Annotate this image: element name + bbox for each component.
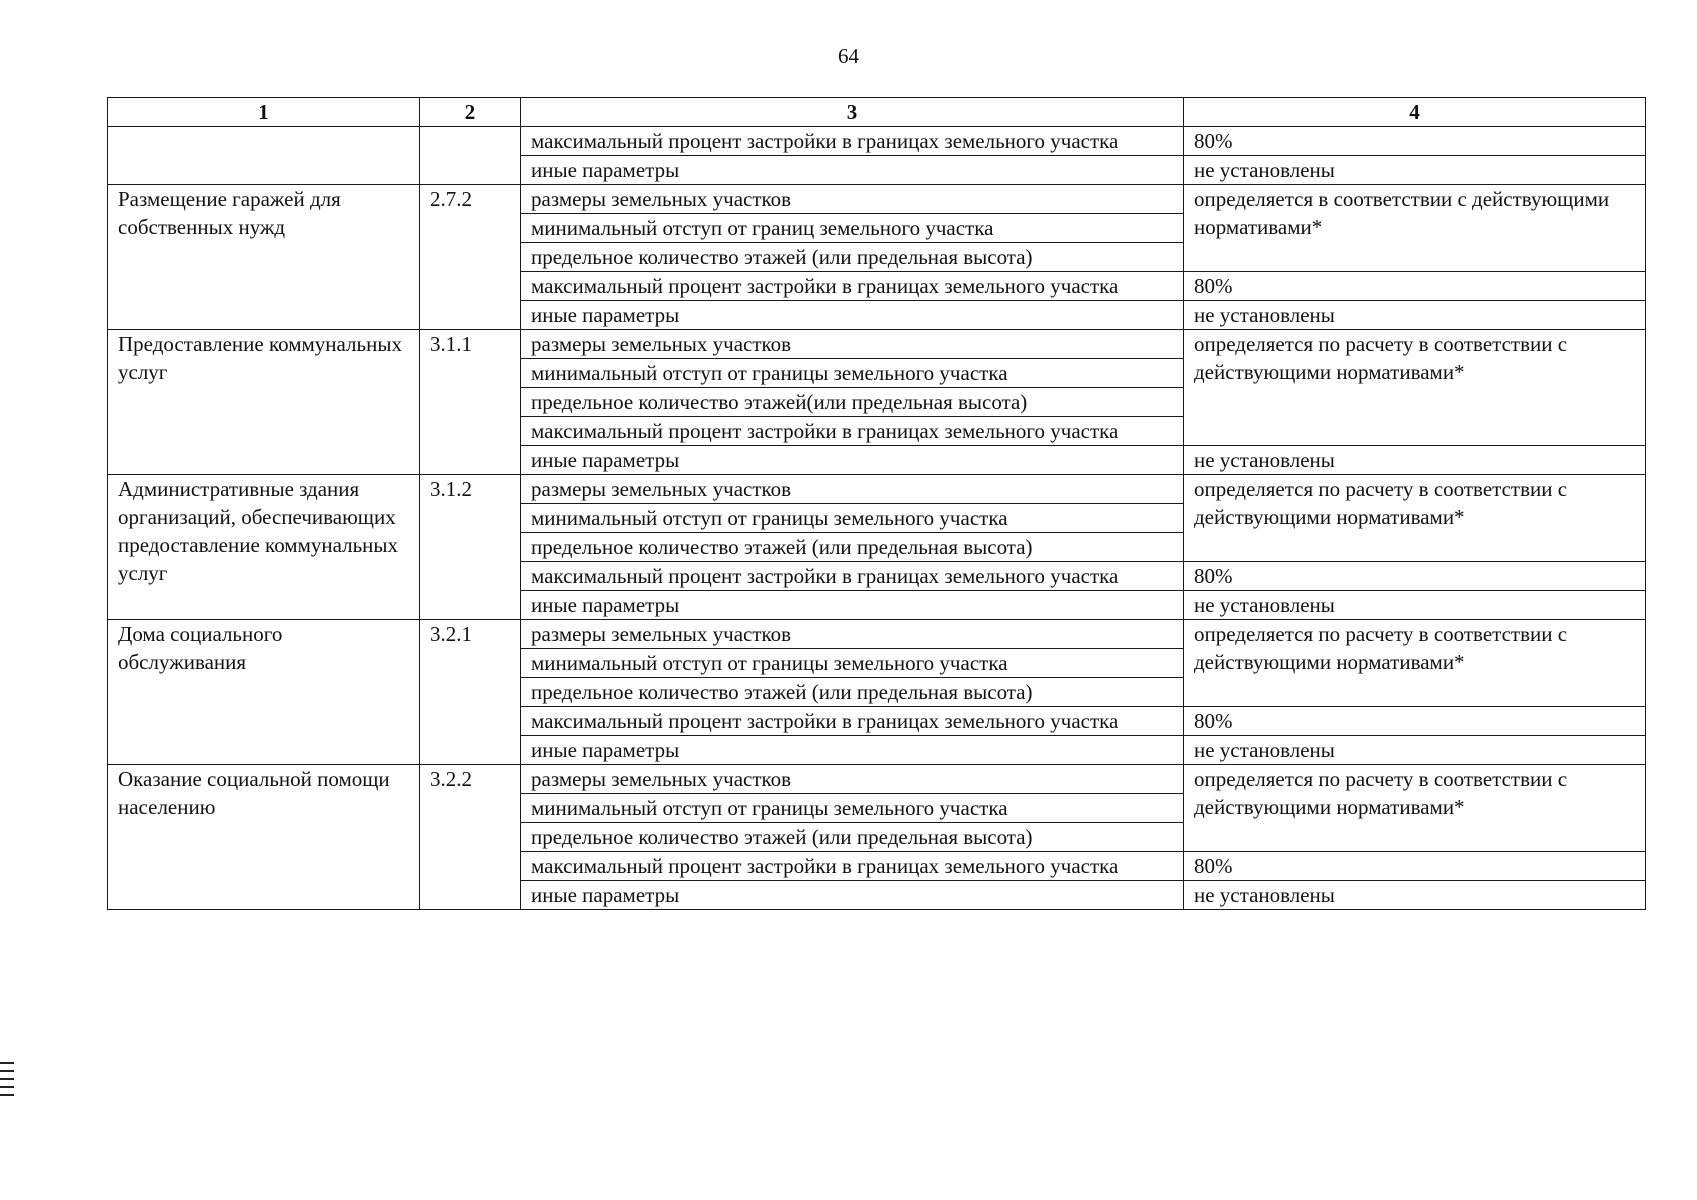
parameter-cell: максимальный процент застройки в границах земельного участка	[521, 852, 1184, 881]
parameter-cell: иные параметры	[521, 591, 1184, 620]
use-type-cell: Оказание социальной помощи населению	[108, 765, 420, 910]
value-cell: не установлены	[1184, 881, 1646, 910]
table-row	[108, 620, 1646, 649]
parameter-cell: размеры земельных участков	[521, 620, 1184, 649]
parameter-cell: размеры земельных участков	[521, 185, 1184, 214]
table-row	[108, 185, 1646, 214]
value-cell: 80%	[1184, 852, 1646, 881]
value-cell: определяется по расчету в соответствии с действующими нормативами*	[1184, 330, 1646, 446]
value-cell: не установлены	[1184, 301, 1646, 330]
table-body	[108, 127, 1646, 910]
regulations-table	[107, 97, 1646, 910]
parameter-cell: максимальный процент застройки в границах земельного участка	[521, 417, 1184, 446]
scan-edge-marks	[0, 1062, 14, 1102]
parameter-cell: иные параметры	[521, 156, 1184, 185]
header-row	[108, 98, 1646, 127]
parameter-cell: предельное количество этажей (или предельная высота)	[521, 678, 1184, 707]
header-col-1: 1	[108, 98, 420, 127]
parameter-cell: максимальный процент застройки в границах земельного участка	[521, 127, 1184, 156]
use-code-cell: 3.1.2	[420, 475, 521, 620]
value-cell: не установлены	[1184, 156, 1646, 185]
value-cell: 80%	[1184, 562, 1646, 591]
header-col-3: 3	[521, 98, 1184, 127]
use-code-cell: 3.1.1	[420, 330, 521, 475]
parameter-cell: минимальный отступ от границы земельного участка	[521, 649, 1184, 678]
value-cell: определяется в соответствии с действующими нормативами*	[1184, 185, 1646, 272]
use-type-cell: Дома социального обслуживания	[108, 620, 420, 765]
parameter-cell: предельное количество этажей (или предельная высота)	[521, 823, 1184, 852]
parameter-cell: минимальный отступ от границы земельного участка	[521, 504, 1184, 533]
use-type-cell: Административные здания организаций, обеспечивающих предоставление коммунальных услуг	[108, 475, 420, 620]
value-cell: определяется по расчету в соответствии с действующими нормативами*	[1184, 475, 1646, 562]
parameter-cell: предельное количество этажей(или предельная высота)	[521, 388, 1184, 417]
parameter-cell: предельное количество этажей (или предельная высота)	[521, 243, 1184, 272]
table-row	[108, 475, 1646, 504]
value-cell: определяется по расчету в соответствии с действующими нормативами*	[1184, 620, 1646, 707]
parameter-cell: иные параметры	[521, 301, 1184, 330]
parameter-cell: максимальный процент застройки в границах земельного участка	[521, 562, 1184, 591]
parameter-cell: минимальный отступ от границ земельного участка	[521, 214, 1184, 243]
parameter-cell: минимальный отступ от границы земельного участка	[521, 794, 1184, 823]
use-type-cell: Предоставление коммунальных услуг	[108, 330, 420, 475]
parameter-cell: размеры земельных участков	[521, 475, 1184, 504]
parameter-cell: минимальный отступ от границы земельного участка	[521, 359, 1184, 388]
value-cell: не установлены	[1184, 591, 1646, 620]
use-type-cell	[108, 127, 420, 185]
value-cell: не установлены	[1184, 736, 1646, 765]
parameter-cell: предельное количество этажей (или предельная высота)	[521, 533, 1184, 562]
use-type-cell: Размещение гаражей для собственных нужд	[108, 185, 420, 330]
table-row	[108, 765, 1646, 794]
value-cell: определяется по расчету в соответствии с действующими нормативами*	[1184, 765, 1646, 852]
header-col-2: 2	[420, 98, 521, 127]
table-row	[108, 127, 1646, 156]
use-code-cell: 3.2.2	[420, 765, 521, 910]
parameter-cell: размеры земельных участков	[521, 330, 1184, 359]
table-row	[108, 330, 1646, 359]
parameter-cell: максимальный процент застройки в границах земельного участка	[521, 707, 1184, 736]
value-cell: 80%	[1184, 707, 1646, 736]
use-code-cell: 2.7.2	[420, 185, 521, 330]
value-cell: 80%	[1184, 272, 1646, 301]
parameter-cell: иные параметры	[521, 736, 1184, 765]
parameter-cell: размеры земельных участков	[521, 765, 1184, 794]
parameter-cell: иные параметры	[521, 446, 1184, 475]
header-col-4: 4	[1184, 98, 1646, 127]
use-code-cell: 3.2.1	[420, 620, 521, 765]
parameter-cell: иные параметры	[521, 881, 1184, 910]
parameter-cell: максимальный процент застройки в границах земельного участка	[521, 272, 1184, 301]
value-cell: 80%	[1184, 127, 1646, 156]
use-code-cell	[420, 127, 521, 185]
value-cell: не установлены	[1184, 446, 1646, 475]
page-number: 64	[838, 44, 859, 68]
